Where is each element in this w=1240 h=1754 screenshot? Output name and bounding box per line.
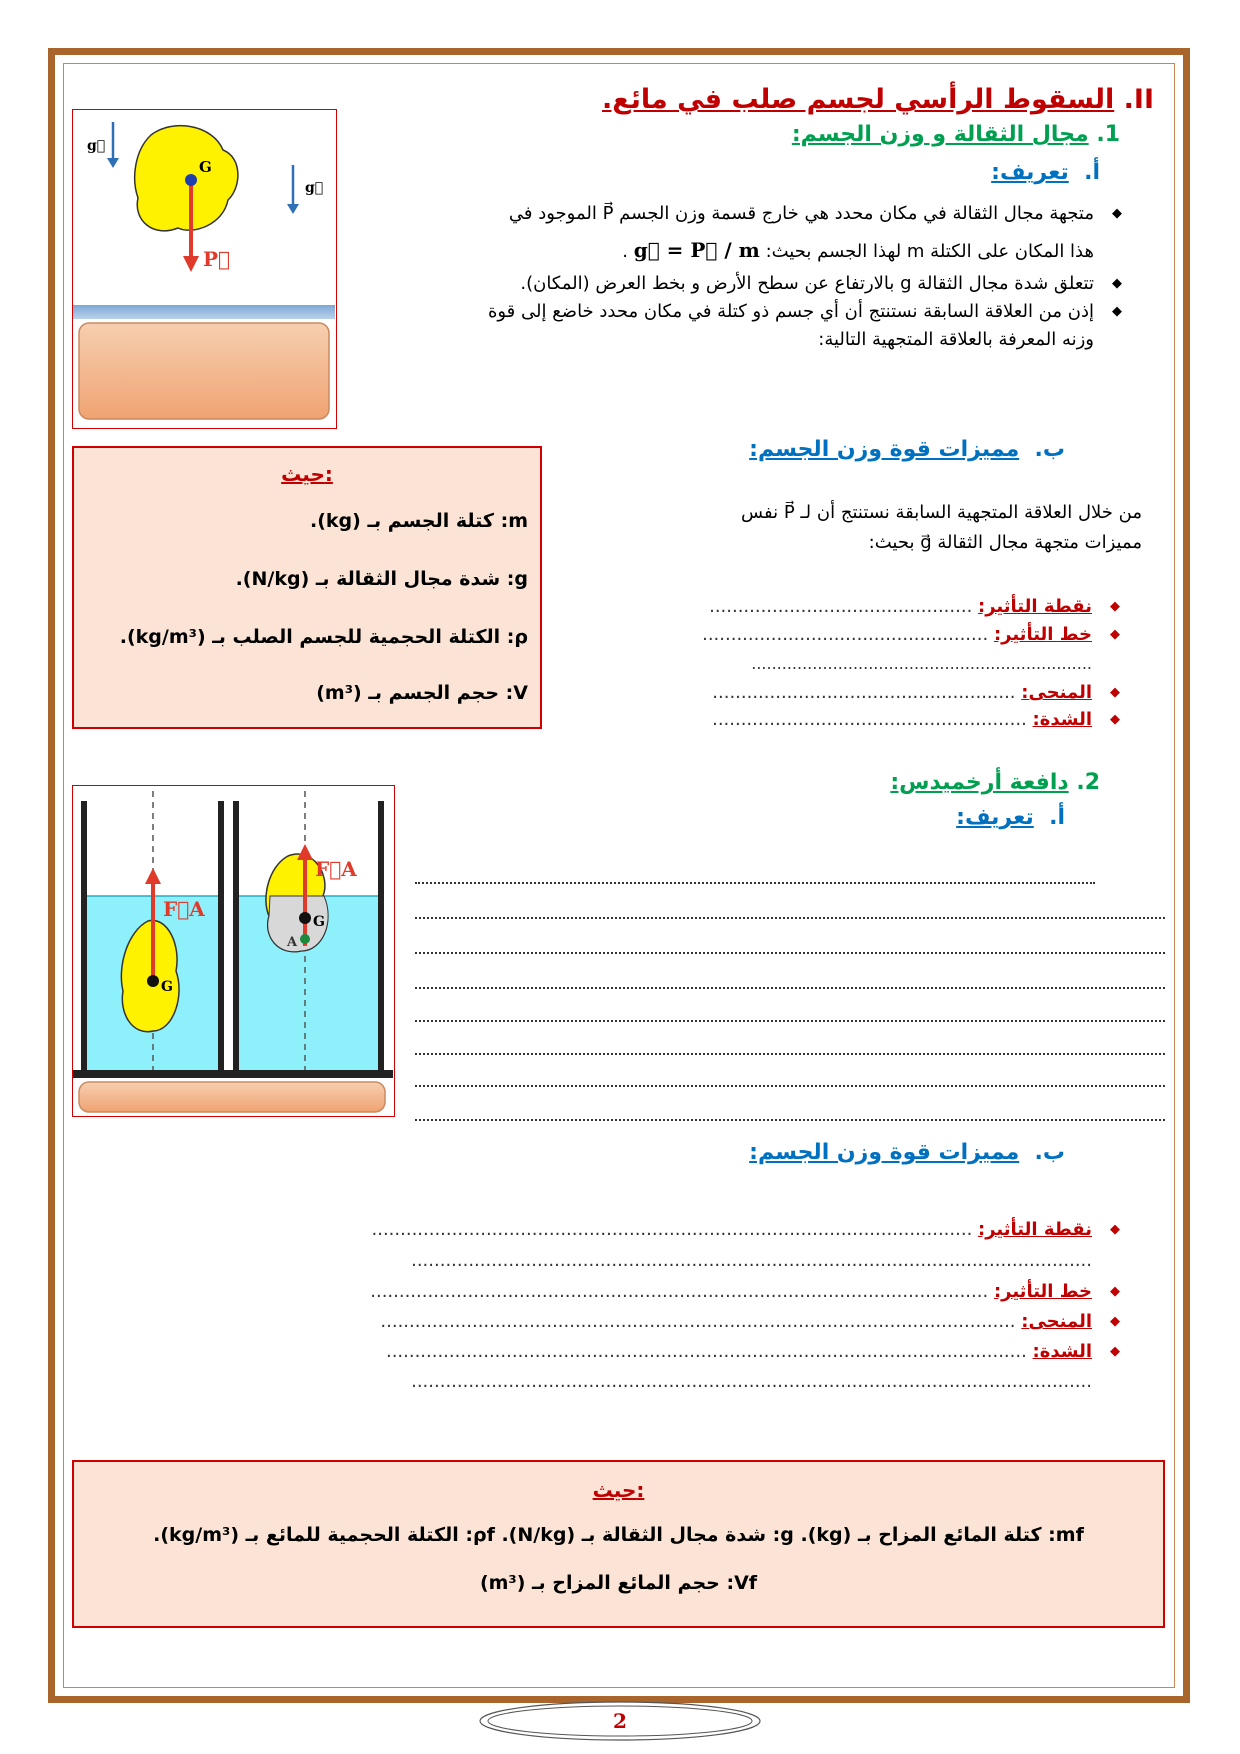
figure-archimedes-svg [73,786,393,1115]
b-feature-line-of-action: ◆ خط التأثير: ............................................................................................................ [120,1277,1120,1307]
units-box-2 [72,1460,1165,1628]
container-wall-2 [218,801,224,1076]
label-P: P⃗ [203,247,231,271]
figure-weight-svg [73,110,335,427]
blank-line-3 [415,952,1165,954]
weight-features-intro: من خلال العلاقة المتجهية السابقة نستنتج أن لـ P⃗ نفس مميزات متجهة مجال الثقالة g⃗ بحيث: [741,502,1142,553]
part1-sub-a: أ. تعريف: [991,160,1100,185]
buoyancy-features-list [120,1215,1120,1397]
blank-line-7 [415,1085,1165,1087]
bullet-weight-conclusion: ◆ إذن من العلاقة السابقة نستنتج أن أي جسم ذو كتلة في مكان محدد خاضع إلى قوة وزنه المعرفة بالعلاقة المتجهية التالية: [352,298,1122,354]
weight-features-list [620,593,1120,733]
blank-line-4 [415,987,1165,989]
center-G-left [147,975,159,987]
definition-block [352,200,1122,354]
part1-sub-b: ب. مميزات قوة وزن الجسم: [749,437,1065,462]
definition-bullet: ◆ متجهة مجال الثقالة في مكان محدد هي خارج قسمة وزن الجسم P⃗ الموجود في هذا المكان على الكتلة m لهذا الجسم بحيث: g⃗ = P⃗ / m . [352,200,1122,266]
container-base [73,1070,393,1078]
feature-magnitude: ◆ الشدة: ....................................................... [620,707,1120,733]
table-surface-2 [79,1082,385,1112]
center-G-right [299,912,311,924]
box1-line-g: g: شدة مجال الثقالة بـ (N/kg). [235,568,528,590]
part2-title: 2. دافعة أرخميدس: [890,770,1100,795]
feature-line-of-action: ◆ خط التأثير: .................................................. [620,621,1120,649]
label-FA-left: F⃗A [163,897,205,921]
g-arrow-left-icon [107,122,119,168]
page-number-badge [475,1700,765,1742]
part1-title: 1. مجال الثقالة و وزن الجسم: [791,122,1120,147]
table-surface [79,323,329,419]
label-G: G [199,158,212,176]
label-FA-right: F⃗A [315,857,357,881]
part2-sub-b: ب. مميزات قوة وزن الجسم: [749,1140,1065,1165]
figure-weight [72,109,337,429]
box2-title: حيث: [592,1478,645,1502]
box1-line-rho: ρ: الكتلة الحجمية للجسم الصلب بـ (kg/m³). [119,626,528,648]
b-feature-direction: ◆ المنحى: ............................................................................................................... [120,1307,1120,1337]
b-feature-extra-line-1: ....................................................................................................................... [411,1250,1092,1271]
b-feature-magnitude: ◆ الشدة: ................................................................................................................ [120,1337,1120,1367]
box1-title: حيث: [281,462,333,486]
gravity-formula: g⃗ = P⃗ / m [633,238,760,262]
units-box-1 [72,446,542,729]
feature-direction: ◆ المنحى: ..................................................... [620,679,1120,707]
figure-archimedes [72,785,395,1117]
feature-application-point: ◆ نقطة التأثير: .............................................. [620,593,1120,621]
b-feature-extra-line-2: ....................................................................................................................... [411,1371,1092,1392]
container-wall-4 [378,801,384,1076]
page-number: 2 [613,1709,627,1733]
b-feature-application-point: ◆ نقطة التأثير: ......................................................................................................... [120,1215,1120,1245]
container-wall-1 [81,801,87,1076]
label-A: A [287,935,298,950]
blank-line-1 [415,882,1095,884]
label-g-right: g⃗ [305,180,324,196]
bullet-g-dependence: ◆ تتعلق شدة مجال الثقالة g بالارتفاع عن سطح الأرض و بخط العرض (المكان). [352,270,1122,298]
blank-line-5 [415,1020,1165,1022]
box1-line-v: V: حجم الجسم بـ (m³) [316,682,528,704]
center-A-right [300,934,310,944]
blank-line-6 [415,1053,1165,1055]
box2-line-1: mf: كتلة المائع المزاح بـ (kg). g: شدة مجال الثقالة بـ (N/kg). ρf: الكتلة الحجمية للمائع بـ (kg/m³). [153,1524,1084,1546]
box2-line-2: Vf: حجم المائع المزاح بـ (m³) [479,1572,758,1594]
label-G-left: G [161,979,173,995]
label-g-left: g⃗ [87,138,106,154]
g-arrow-right-icon [287,165,299,214]
box1-line-m: m: كتلة الجسم بـ (kg). [310,510,528,532]
ground-line [73,305,335,319]
center-of-gravity [185,174,197,186]
blank-line-2 [415,917,1165,919]
feature-extra-line: ................................................................... [751,654,1092,673]
label-G-right: G [313,914,325,930]
part2-sub-a: أ. تعريف: [956,805,1065,830]
blank-line-8 [415,1119,1165,1121]
section-title: II. السقوط الرأسي لجسم صلب في مائع. [602,84,1154,115]
container-wall-3 [233,801,239,1076]
